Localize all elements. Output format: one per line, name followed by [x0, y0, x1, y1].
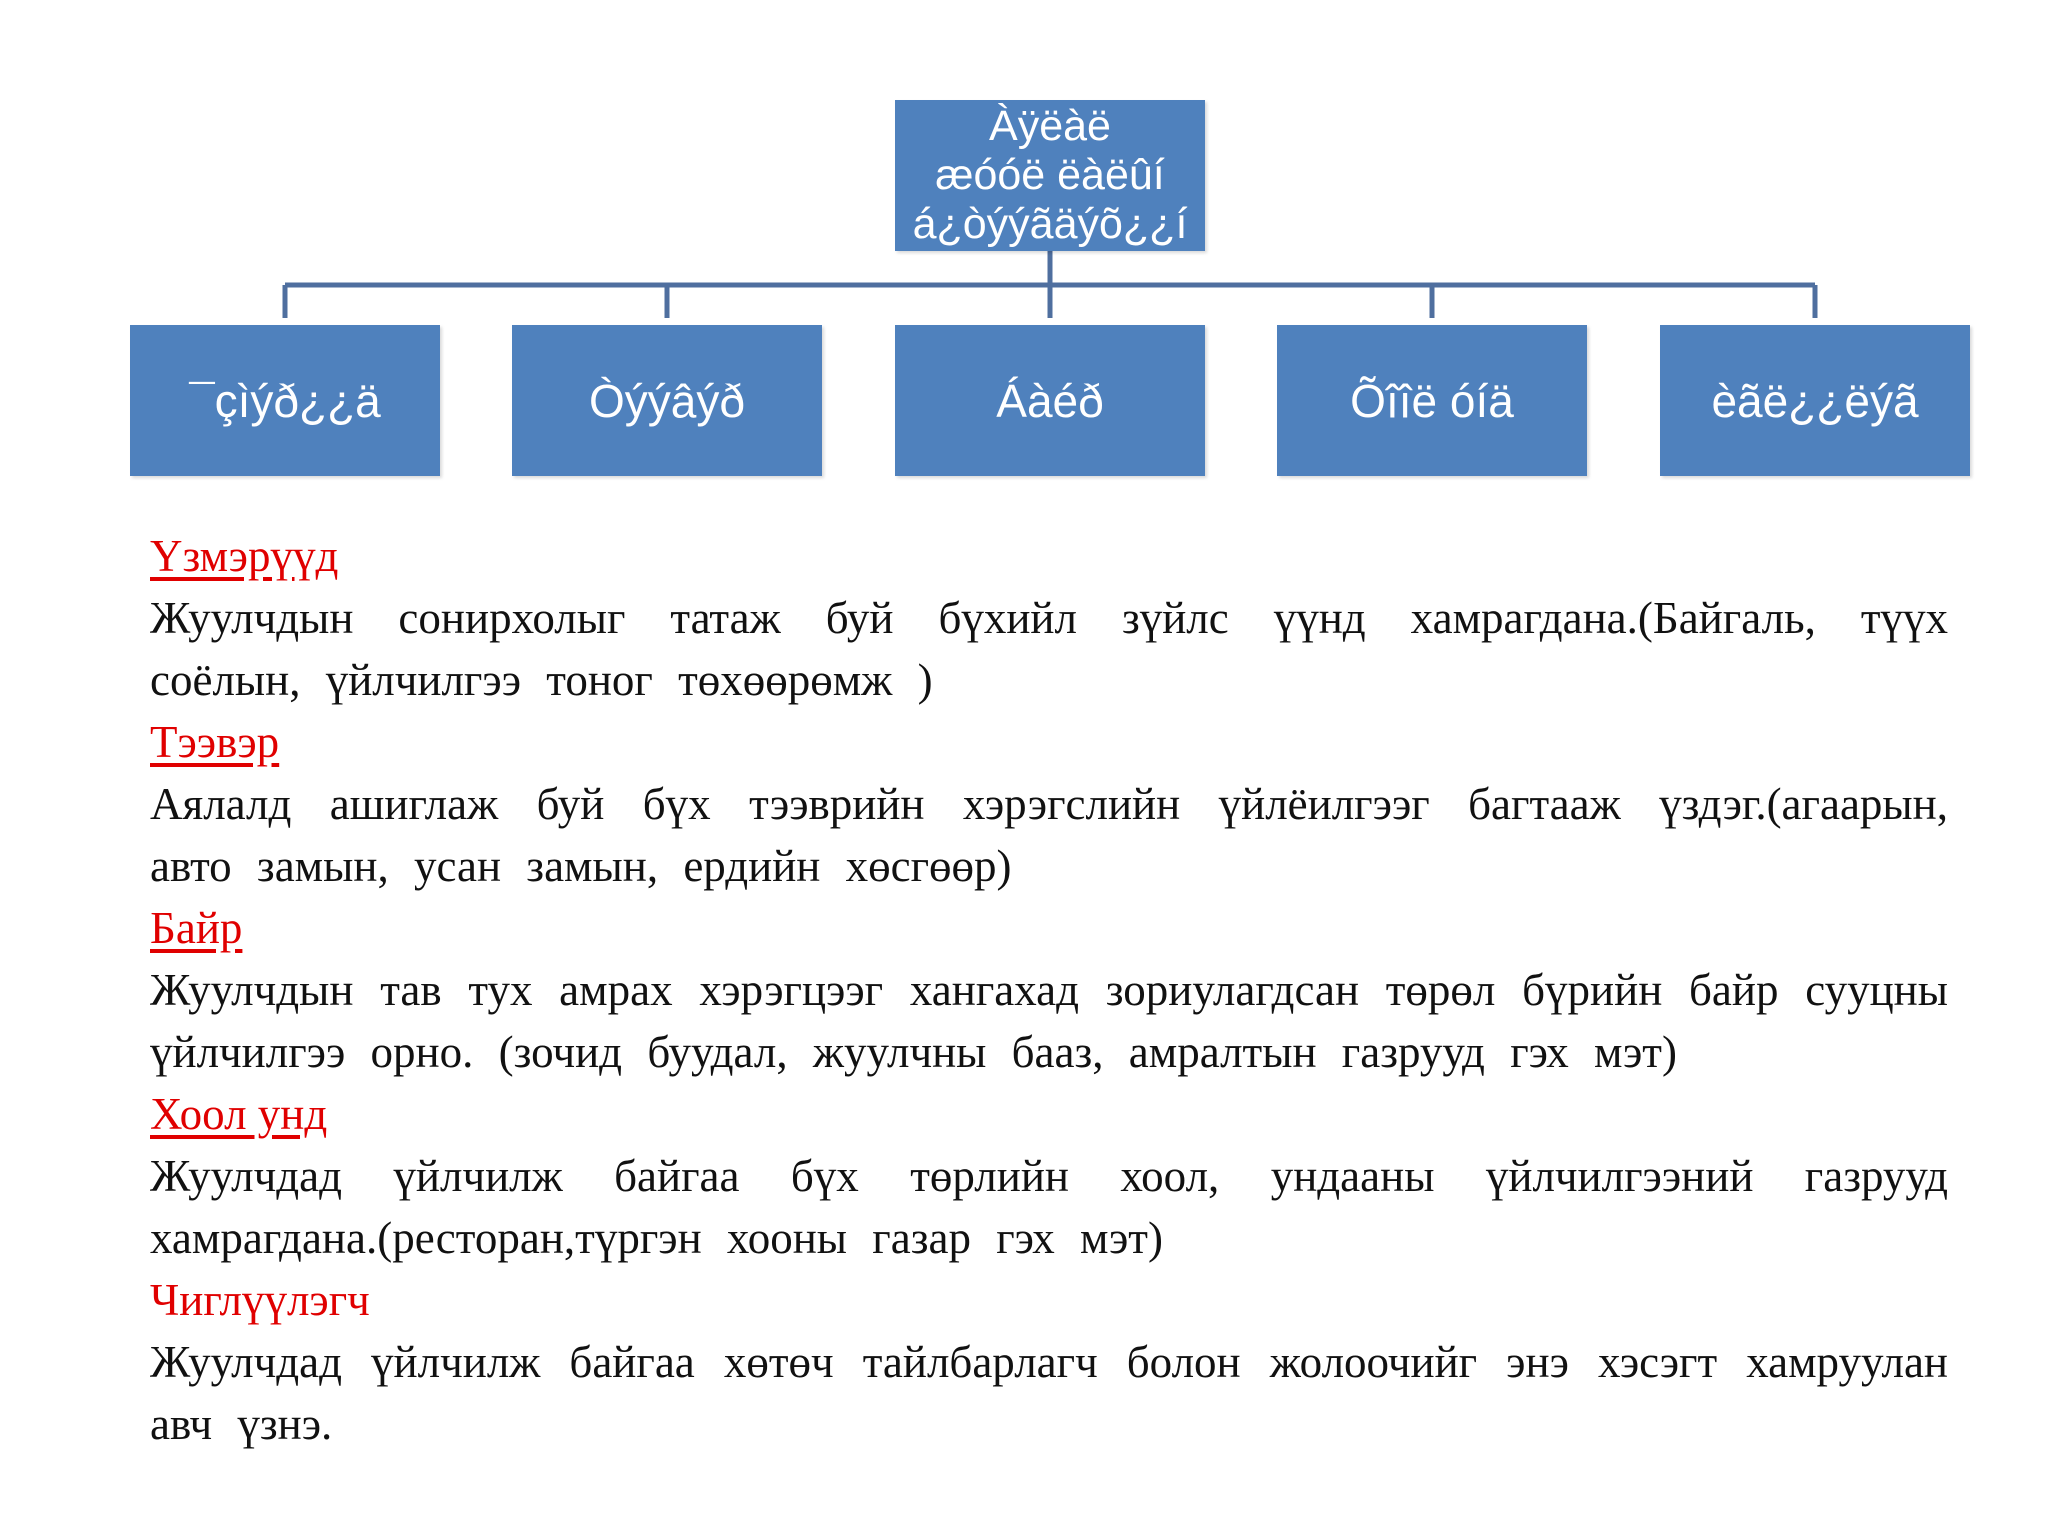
child-node-5: [1660, 325, 1970, 476]
child-node-4: [1277, 325, 1587, 476]
section-body-attractions: Жуулчдын сонирхолыг татаж буй бүхийл зүйлс үүнд хамрагдана.(Байгаль, түүх соёлын, үйлчилгээ тоног төхөөрөмж ): [150, 593, 1948, 705]
section-heading-transport: Тээвэр: [150, 717, 280, 767]
section-heading-guide: Чиглүүлэгч: [150, 1275, 370, 1325]
child-node-label: èãë¿¿ëýã: [1711, 374, 1919, 427]
section-heading-attractions: Үзмэрүүд: [150, 531, 339, 581]
description-text: [150, 525, 1948, 1455]
child-node-2: [512, 325, 822, 476]
child-node-label: Òýýâýð: [589, 374, 745, 427]
root-node: Àÿëàë æóóë ëàëûí á¿òýýãäýõ¿¿í: [895, 100, 1205, 251]
child-node-label: ¯çìýð¿¿ä: [189, 374, 381, 427]
section-heading-food: Хоол унд: [150, 1089, 328, 1139]
section-body-transport: Аялалд ашиглаж буй бүх тээврийн хэрэгслийн үйлёилгээг багтааж үздэг.(агаарын, авто замын, усан замын, ердийн хөсгөөр): [150, 779, 1948, 891]
section-body-food: Жуулчдад үйлчилж байгаа бүх төрлийн хоол, ундааны үйлчилгээний газрууд хамрагдана.(ресторан,түргэн хооны газар гэх мэт): [150, 1151, 1948, 1263]
child-node-3: [895, 325, 1205, 476]
child-node-1: [130, 325, 440, 476]
section-heading-accommodation: Байр: [150, 903, 243, 953]
child-node-label: Áàéð: [996, 374, 1104, 427]
section-body-guide: Жуулчдад үйлчилж байгаа хөтөч тайлбарлагч болон жолоочийг энэ хэсэгт хамруулан авч үзнэ.: [150, 1337, 1948, 1449]
section-body-accommodation: Жуулчдын тав тух амрах хэрэгцээг хангахад зориулагдсан төрөл бүрийн байр сууцны үйлчилгээ орно. (зочид буудал, жуулчны бааз, амралтын газрууд гэх мэт): [150, 965, 1948, 1077]
child-node-label: Õîîë óíä: [1350, 374, 1514, 427]
